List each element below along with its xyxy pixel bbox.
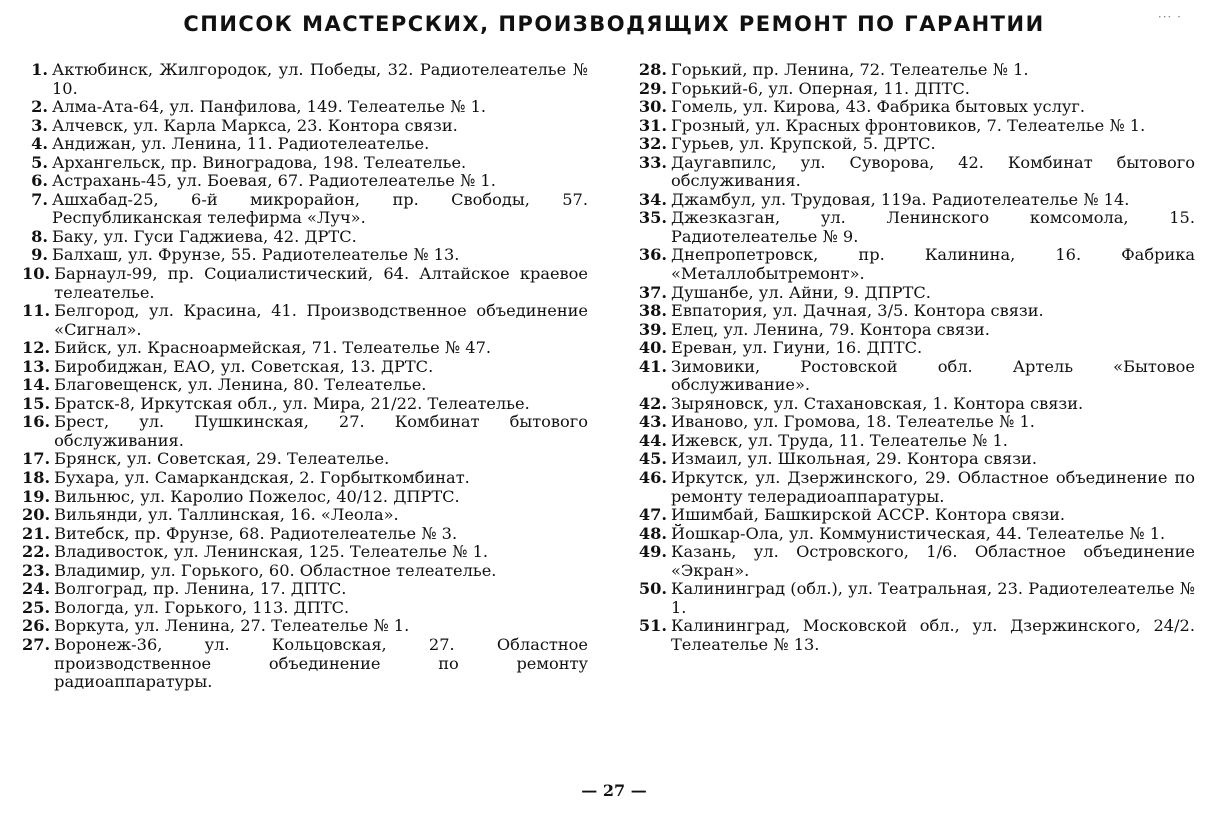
list-item	[22, 117, 588, 136]
list-item	[22, 98, 588, 117]
item-text: Барнаул-99, пр. Социалистический, 64. Алтайское краевое телеателье.	[54, 264, 588, 302]
item-number: 23.	[22, 560, 51, 580]
item-number: 9.	[31, 245, 48, 265]
list-item	[22, 135, 588, 154]
item-number: 27.	[22, 634, 51, 654]
item-text: Зыряновск, ул. Стахановская, 1. Контора связи.	[671, 393, 1084, 413]
list-item	[633, 191, 1195, 210]
list-item	[633, 617, 1195, 654]
item-text: Владимир, ул. Горького, 60. Областное телеателье.	[54, 560, 497, 580]
list-item	[633, 339, 1195, 358]
list-item	[633, 543, 1195, 580]
item-number: 21.	[22, 523, 51, 543]
list-item	[22, 302, 588, 339]
list-item	[633, 209, 1195, 246]
list-item	[22, 358, 588, 377]
item-number: 49.	[638, 542, 667, 562]
item-text: Брянск, ул. Советская, 29. Телеателье.	[54, 449, 390, 469]
list-item	[633, 302, 1195, 321]
list-item	[633, 395, 1195, 414]
list-item	[633, 358, 1195, 395]
item-text: Архангельск, пр. Виноградова, 198. Телеателье.	[52, 152, 467, 172]
list-item	[22, 246, 588, 265]
item-number: 48.	[638, 523, 667, 543]
item-number: 12.	[22, 338, 51, 358]
item-text: Душанбе, ул. Айни, 9. ДПРТС.	[671, 282, 931, 302]
item-number: 44.	[638, 430, 667, 450]
item-number: 11.	[22, 301, 51, 321]
right-column	[633, 61, 1195, 655]
list-item	[22, 543, 588, 562]
item-number: 35.	[638, 208, 667, 228]
item-text: Ашхабад-25, 6-й микрорайон, пр. Свободы, 57. Республиканская телефирма «Луч».	[52, 189, 588, 228]
item-number: 5.	[31, 152, 48, 172]
list-item	[633, 413, 1195, 432]
item-text: Владивосток, ул. Ленинская, 125. Телеателье № 1.	[54, 542, 489, 562]
item-text: Алчевск, ул. Карла Маркса, 23. Контора связи.	[52, 115, 458, 135]
item-number: 16.	[22, 412, 51, 432]
item-number: 42.	[638, 393, 667, 413]
list-item	[22, 450, 588, 469]
item-text: Гурьев, ул. Крупской, 5. ДРТС.	[671, 134, 936, 154]
list-item	[22, 61, 588, 98]
item-number: 36.	[638, 245, 667, 265]
list-item	[633, 506, 1195, 525]
item-text: Бухара, ул. Самаркандская, 2. Горбыткомбинат.	[54, 468, 470, 488]
page-number: — 27 —	[581, 781, 647, 800]
item-text: Вологда, ул. Горького, 113. ДПТС.	[54, 597, 350, 617]
list-item	[22, 525, 588, 544]
item-text: Белгород, ул. Красина, 41. Производственное объединение «Сигнал».	[54, 301, 588, 339]
item-text: Волгоград, пр. Ленина, 17. ДПТС.	[54, 579, 347, 599]
item-text: Днепропетровск, пр. Калинина, 16. Фабрика «Металлобытремонт».	[671, 245, 1195, 284]
item-text: Грозный, ул. Красных фронтовиков, 7. Телеателье № 1.	[671, 115, 1146, 135]
item-number: 17.	[22, 449, 51, 469]
item-text: Горький-6, ул. Оперная, 11. ДПТС.	[671, 78, 970, 98]
item-number: 28.	[638, 60, 667, 79]
list-item	[22, 413, 588, 450]
list-item	[633, 432, 1195, 451]
list-item	[22, 562, 588, 581]
list-item	[633, 580, 1195, 617]
item-number: 41.	[638, 356, 667, 376]
item-number: 38.	[638, 301, 667, 321]
item-text: Астрахань-45, ул. Боевая, 67. Радиотелеателье № 1.	[52, 171, 496, 191]
item-text: Воркута, ул. Ленина, 27. Телеателье № 1.	[54, 616, 410, 636]
item-number: 14.	[22, 375, 51, 395]
item-text: Гомель, ул. Кирова, 43. Фабрика бытовых услуг.	[671, 97, 1086, 117]
list-item	[633, 154, 1195, 191]
item-text: Актюбинск, Жилгородок, ул. Победы, 32. Радиотелеателье № 10.	[52, 60, 588, 98]
list-item	[22, 636, 588, 692]
list-item	[22, 228, 588, 247]
item-number: 13.	[22, 356, 51, 376]
item-text: Братск-8, Иркутская обл., ул. Мира, 21/22. Телеателье.	[54, 393, 530, 413]
page-title: СПИСОК МАСТЕРСКИХ, ПРОИЗВОДЯЩИХ РЕМОНТ ПО ГАРАНТИИ	[183, 12, 1045, 36]
list-item	[22, 376, 588, 395]
item-text: Измаил, ул. Школьная, 29. Контора связи.	[671, 449, 1037, 469]
item-text: Даугавпилс, ул. Суворова, 42. Комбинат бытового обслуживания.	[671, 152, 1195, 191]
item-number: 7.	[31, 189, 48, 209]
list-item	[633, 135, 1195, 154]
item-number: 29.	[638, 78, 667, 98]
list-item	[633, 246, 1195, 283]
item-number: 18.	[22, 468, 51, 488]
list-item	[22, 395, 588, 414]
item-text: Калининград (обл.), ул. Театральная, 23. Радиотелеателье № 1.	[671, 579, 1195, 617]
item-number: 32.	[638, 134, 667, 154]
item-number: 20.	[22, 505, 51, 525]
list-item	[633, 321, 1195, 340]
item-number: 8.	[31, 226, 48, 246]
item-text: Джамбул, ул. Трудовая, 119а. Радиотелеателье № 14.	[671, 189, 1130, 209]
item-text: Йошкар-Ола, ул. Коммунистическая, 44. Телеателье № 1.	[671, 523, 1166, 543]
item-text: Казань, ул. Островского, 1/6. Областное объединение «Экран».	[671, 542, 1195, 580]
item-number: 19.	[22, 486, 51, 506]
item-number: 26.	[22, 616, 51, 636]
left-column	[22, 61, 588, 692]
item-text: Ереван, ул. Гиуни, 16. ДПТС.	[671, 338, 923, 358]
item-text: Брест, ул. Пушкинская, 27. Комбинат бытового обслуживания.	[54, 412, 588, 450]
item-number: 4.	[31, 134, 48, 154]
list-item	[22, 599, 588, 618]
list-item	[22, 339, 588, 358]
item-text: Ижевск, ул. Труда, 11. Телеателье № 1.	[671, 430, 1008, 450]
item-number: 45.	[638, 449, 667, 469]
list-item	[22, 617, 588, 636]
item-number: 1.	[31, 60, 48, 79]
item-number: 39.	[638, 319, 667, 339]
item-text: Джезказган, ул. Ленинского комсомола, 15. Радиотелеателье № 9.	[671, 208, 1195, 246]
item-text: Вильянди, ул. Таллинская, 16. «Леола».	[54, 505, 399, 525]
item-text: Евпатория, ул. Дачная, 3/5. Контора связи.	[671, 301, 1044, 321]
list-item	[22, 580, 588, 599]
item-number: 34.	[638, 189, 667, 209]
item-text: Балхаш, ул. Фрунзе, 55. Радиотелеателье № 13.	[52, 245, 460, 265]
list-item	[633, 525, 1195, 544]
item-number: 51.	[638, 616, 667, 636]
item-text: Вильнюс, ул. Каролио Пожелос, 40/12. ДПРТС.	[54, 486, 460, 506]
item-number: 33.	[638, 152, 667, 172]
item-text: Благовещенск, ул. Ленина, 80. Телеателье.	[54, 375, 427, 395]
item-text: Калининград, Московской обл., ул. Дзержинского, 24/2. Телеателье № 13.	[671, 616, 1195, 654]
list-item	[22, 506, 588, 525]
item-text: Ишимбай, Башкирской АССР. Контора связи.	[671, 505, 1066, 525]
list-item	[633, 450, 1195, 469]
list-item	[633, 61, 1195, 80]
item-number: 31.	[638, 115, 667, 135]
item-text: Алма-Ата-64, ул. Панфилова, 149. Телеателье № 1.	[52, 97, 487, 117]
item-text: Иваново, ул. Громова, 18. Телеателье № 1.	[671, 412, 1035, 432]
item-text: Биробиджан, ЕАО, ул. Советская, 13. ДРТС.	[54, 356, 434, 376]
item-number: 24.	[22, 579, 51, 599]
item-number: 6.	[31, 171, 48, 191]
list-item	[22, 488, 588, 507]
item-text: Воронеж-36, ул. Кольцовская, 27. Областное производственное объединение по ремонту радиоаппаратуры.	[54, 634, 588, 692]
list-item	[22, 469, 588, 488]
item-number: 15.	[22, 393, 51, 413]
item-number: 2.	[31, 97, 48, 117]
list-item	[22, 154, 588, 173]
item-number: 46.	[638, 468, 667, 488]
list-item	[633, 98, 1195, 117]
list-item	[22, 265, 588, 302]
item-text: Витебск, пр. Фрунзе, 68. Радиотелеателье № 3.	[54, 523, 458, 543]
list-item	[633, 469, 1195, 506]
item-text: Бийск, ул. Красноармейская, 71. Телеателье № 47.	[54, 338, 492, 358]
item-number: 50.	[638, 579, 667, 599]
list-item	[633, 80, 1195, 99]
item-text: Андижан, ул. Ленина, 11. Радиотелеателье.	[52, 134, 430, 154]
item-text: Иркутск, ул. Дзержинского, 29. Областное объединение по ремонту телерадиоаппаратуры.	[671, 468, 1195, 506]
list-item	[633, 117, 1195, 136]
list-item	[633, 284, 1195, 303]
item-number: 22.	[22, 542, 51, 562]
item-number: 37.	[638, 282, 667, 302]
item-number: 43.	[638, 412, 667, 432]
item-text: Зимовики, Ростовской обл. Артель «Бытовое обслуживание».	[671, 356, 1195, 395]
corner-mark: ··· ·	[1157, 10, 1182, 24]
item-number: 10.	[22, 264, 51, 284]
item-number: 25.	[22, 597, 51, 617]
item-text: Горький, пр. Ленина, 72. Телеателье № 1.	[671, 60, 1029, 79]
list-item	[22, 191, 588, 228]
item-number: 30.	[638, 97, 667, 117]
list-item	[22, 172, 588, 191]
item-text: Баку, ул. Гуси Гаджиева, 42. ДРТС.	[52, 226, 357, 246]
item-number: 47.	[638, 505, 667, 525]
item-text: Елец, ул. Ленина, 79. Контора связи.	[671, 319, 990, 339]
item-number: 40.	[638, 338, 667, 358]
item-number: 3.	[31, 115, 48, 135]
